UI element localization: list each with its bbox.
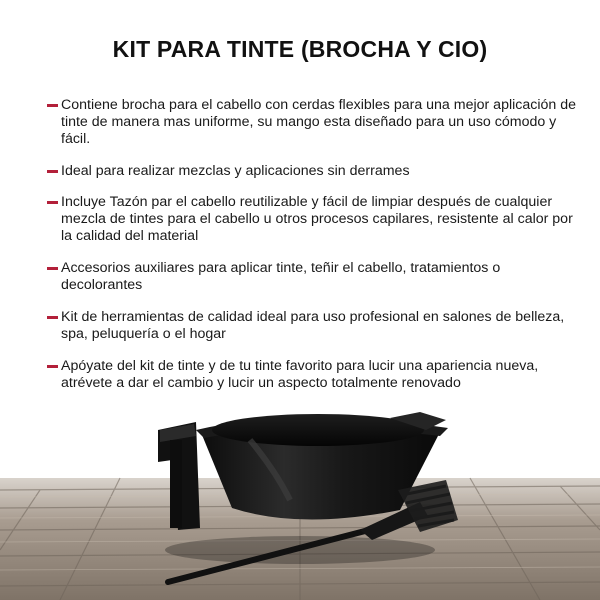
feature-text: Incluye Tazón par el cabello reutilizable y fácil de limpiar después de cualquier mezcla de tintes para el cabello u otros procesos capilares, resistente al calor por la calidad del material	[61, 194, 573, 244]
bullet-dash-icon	[47, 267, 58, 270]
page-title: KIT PARA TINTE (BROCHA Y CIO)	[112, 36, 488, 62]
bullet-dash-icon	[47, 170, 58, 173]
feature-item	[44, 97, 584, 148]
feature-item	[44, 194, 584, 245]
feature-list	[44, 97, 584, 392]
product-photo	[0, 400, 600, 600]
bullet-dash-icon	[47, 104, 58, 107]
bullet-dash-icon	[47, 365, 58, 368]
feature-text: Ideal para realizar mezclas y aplicaciones sin derrames	[61, 163, 410, 179]
feature-item	[44, 163, 584, 180]
feature-text: Contiene brocha para el cabello con cerdas flexibles para una mejor aplicación de tinte de manera mas uniforme, su mango esta diseñado para un uso cómodo y fácil.	[61, 97, 577, 147]
feature-text: Accesorios auxiliares para aplicar tinte, teñir el cabello, tratamientos o decolorantes	[61, 260, 501, 293]
bullet-dash-icon	[47, 316, 58, 319]
feature-item	[44, 260, 584, 294]
feature-item	[44, 358, 584, 392]
bullet-dash-icon	[47, 201, 58, 204]
feature-item	[44, 309, 584, 343]
feature-text: Apóyate del kit de tinte y de tu tinte favorito para lucir una apariencia nueva, atrévete a dar el cambio y lucir un aspecto totalmente renovado	[61, 358, 539, 391]
feature-text: Kit de herramientas de calidad ideal para uso profesional en salones de belleza, spa, peluquería o el hogar	[61, 309, 565, 342]
